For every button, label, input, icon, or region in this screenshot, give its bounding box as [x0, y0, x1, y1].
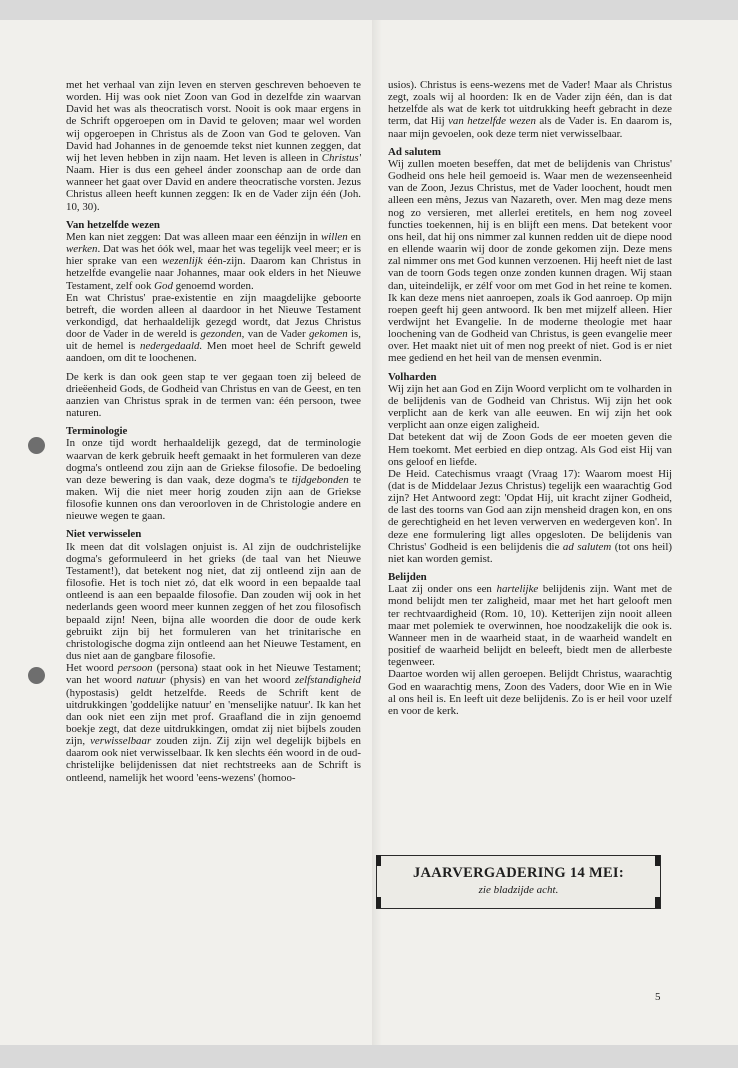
right-column	[388, 79, 672, 723]
paragraph-eer: Dat betekent dat wij de Zoon Gods de eer moeten geven die Hem toekomt. Met eerbied en diep ontzag. Als God eist Hij van ons geloof en liefde.	[388, 431, 672, 468]
paragraph-daartoe: Daartoe worden wij allen geroepen. Belijdt Christus, waarachtig God en waarachtig mens, Zoon des Vaders, door Wie en in Wie al ons heil is. En leeft uit deze belijdenis. Zo is er heil voor uzelf en voor de kerk.	[388, 668, 672, 717]
heading-belijden: Belijden	[388, 571, 427, 584]
paragraph-drieeenheid: De kerk is dan ook geen stap te ver gegaan toen zij beleed de drieëenheid Gods, de Godheid van Christus en van de Geest, en ten aanzien van Christus sprak in de termen van: één persoon, twee naturen.	[66, 370, 361, 420]
paragraph-onjuist: Ik meen dat dit volslagen onjuist is. Al zijn de oudchristelijke dogma's geformuleerd in het grieks (de taal van het Nieuwe Testament!), dat betekent nog niet, dat zij ontleend zijn aan de filosofie. Het is toch niet zó, dat elk woord in een bepaalde taal ontleend is aan een bepaalde filosofie. Dan zouden wij ook in het nederlands geen woord meer kunnen zeggen of het zou filosofisch bepaald zijn! Neen, bijna alle woorden die door de oude kerk gebruikt zijn bij het formuleren van het trinitarische en christologische dogma zijn ontleend aan het Nieuwe Testament, en dus niet aan de gangbare filosofie.	[66, 540, 361, 663]
page-number: 5	[655, 991, 661, 1003]
paragraph-prae-existentie: En wat Christus' prae-existentie en zijn maagdelijke geboorte betreft, die worden alleen al daardoor in het Nieuwe Testament verkondigd, dat herhaaldelijk gezegd wordt, dat Jezus Christus door de Vader in de wereld is gezonden, van de Vader gekomen is, uit de hemel is nedergedaald. Men moet heel de Schrift geweld aandoen, om dit te loochenen.	[66, 291, 362, 365]
heading-volharden: Volharden	[388, 370, 437, 383]
paragraph-terminologie: In onze tijd wordt herhaaldelijk gezegd, dat de terminologie waarvan de kerk gebruik heeft gemaakt in het formuleren van deze dogma's ontleend zou zijn aan de Griekse filosofie. De bedoeling van deze bewering is dan vaak, deze dogma's te tijdgebonden te maken. Wij die niet meer horig zouden zijn aan de Griekse filosofie kunnen ons dan veroorloven in de Christologie andere en nieuwe wegen te gaan.	[66, 437, 361, 523]
heading-van-hetzelfde-wezen: Van hetzelfde wezen	[66, 218, 160, 231]
binder-hole-upper	[28, 437, 45, 454]
heading-terminologie: Terminologie	[66, 425, 128, 438]
heading-ad-salutem: Ad salutem	[388, 145, 441, 158]
paragraph-volharden: Wij zijn het aan God en Zijn Woord verplicht om te volharden in de belijdenis van de Godheid van Christus. Wij zijn het ook verplicht aan de kerk van alle eeuwen. En wij zijn het ook verplicht aan onze eigen zaligheid.	[388, 382, 672, 432]
paragraph-eenzijn: Men kan niet zeggen: Dat was alleen maar een éénzijn in willen en werken. Dat was het óók wel, maar het was tegelijk veel meer; er is hier sprake van een wezenlijk één-zijn. Daarom kan Christus in hetzelfde evangelie naar Johannes, maar ook elders in het Nieuwe Testament, zelf ook God genoemd worden.	[66, 230, 361, 292]
announcement-box	[376, 855, 661, 909]
box-corner-mark	[376, 855, 381, 866]
paragraph-heil: Wij zullen moeten beseffen, dat met de belijdenis van Christus' Godheid ons hele heil gemoeid is. Waar men de wezenseenheid van de Zoon, Jezus Christus, met de Vader loochent, houdt men alleen een mèns, Jezus van Nazareth, over. Men mag deze mens nog zo versieren, met allerlei eretitels, en hem nog zoveel functies toekennen, hij is en blijft een mens. Dat betekent voor ons heil, dat hij ons nimmer zal kunnen redden uit de diepe nood en ellende waarin wij door de zonde gekomen zijn. Deze mens zal nimmer ons met God kunnen verzoenen. Hij heeft niet de last van de toorn Gods tegen onze zonden kunnen dragen. Wij staan dan, uiteindelijk, er zélf voor om met God in het reine te komen. Ik kan deze mens niet aanroepen, zoals ik God aanroep. Op mijn roepen geeft hij geen antwoord. Ik ben met mijzelf alleen. Hier verdwijnt het Evangelie. In de moderne theologie met haar loochening van de Godheid van Christus, is geen evangelie meer over. Het maakt niet uit of men nog preekt of niet. God is er niet mee gediend en het heil van de mensen evenmin.	[388, 157, 672, 365]
box-corner-mark	[655, 855, 660, 866]
announcement-title: JAARVERGADERING 14 MEI:	[412, 865, 624, 881]
box-corner-mark	[655, 897, 660, 908]
announcement-subtitle: zie bladzijde acht.	[478, 884, 559, 896]
left-intro-paragraph: met het verhaal van zijn leven en sterven geschreven behoeven te worden. Hij was ook niet Zoon van God in dezelfde zin waarvan David het was als theocratisch vorst. Nooit is ook maar ergens in de Schrift opgeroepen om in David te geloven; maar wel worden wij opgeroepen in Christus als de Zoon van God te geloven. Van David had Johannes in de genoemde tekst niet kunnen zeggen, dat wij het leven hebben in zijn naam. Het leven is alleen in Christus' Naam. Hier is dus een geheel ánder zoonschap aan de orde dan wanneer het gaat over David en andere theocratische vorsten. Jezus Christus alleen heeft kunnen zeggen: Ik en de Vader zijn één (Joh. 10, 30).	[66, 79, 361, 213]
paragraph-catechismus: De Heid. Catechismus vraagt (Vraag 17): Waarom moest Hij (dat is de Middelaar Jezus Christus) tegelijk een waarachtig God zijn? Het Antwoord zegt: 'Opdat Hij, uit kracht zijner Godheid, de last des toorns van God aan zijn mensheid dragen kon, en ons de gerechtigheid en het leven verwerven en wedergeven kon'. In deze ene formulering ligt alles opgesloten. De belijdenis van Christus' Godheid is een belijdenis die ad salutem (tot ons heil) niet kan worden gemist.	[388, 467, 672, 565]
right-intro-paragraph: usios). Christus is eens-wezens met de Vader! Maar als Christus zegt, zoals wij al hoorden: Ik en de Vader zijn één, dan is dat hetzelfde als wat de kerk tot uitdrukking heeft gebracht in deze term, dat Hij van hetzelfde wezen als de Vader is. En daarom is, naar mijn gevoelen, ook deze term niet verwisselbaar.	[388, 79, 672, 140]
paragraph-hartelijke: Laat zij onder ons een hartelijke belijdenis zijn. Want met de mond belijdt men ter zaligheid, maar met het hart gelooft men ter rechtvaardigheid (Rom. 10, 10). Ketterijen zijn nooit alleen maar met polemiek te overwinnen, hoe noodzakelijk die ook is. Wanneer men in de waarheid staat, in de waarheid wandelt en positief de waarheid belijdt en beleeft, biedt men de allerbeste tegenweer.	[388, 583, 672, 669]
left-column	[66, 79, 361, 790]
box-corner-mark	[376, 897, 381, 908]
paragraph-persoon: Het woord persoon (persona) staat ook in het Nieuwe Testament; van het woord natuur (physis) en van het woord zelfstandigheid (hypostasis) geldt hetzelfde. Reeds de Schrift kent de uitdrukkingen 'goddelijke natuur' en 'menselijke natuur'. Ik kan het dan ook niet een zijn met prof. Graafland die in zijn genoemd boekje zegt, dat deze uitdrukkingen, omdat zij niet bijbels zouden zijn, verwisselbaar zouden zijn. Zij zijn wel degelijk bijbels en daarom ook niet verwisselbaar. Ik ken slechts één woord in de oud-christelijke belijdenissen dat niet rechtstreeks aan de Schrift is ontleend, namelijk het woord 'eens-wezens' (homoo-	[66, 662, 362, 784]
binder-hole-lower	[28, 667, 45, 684]
heading-niet-verwisselen: Niet verwisselen	[66, 528, 142, 541]
